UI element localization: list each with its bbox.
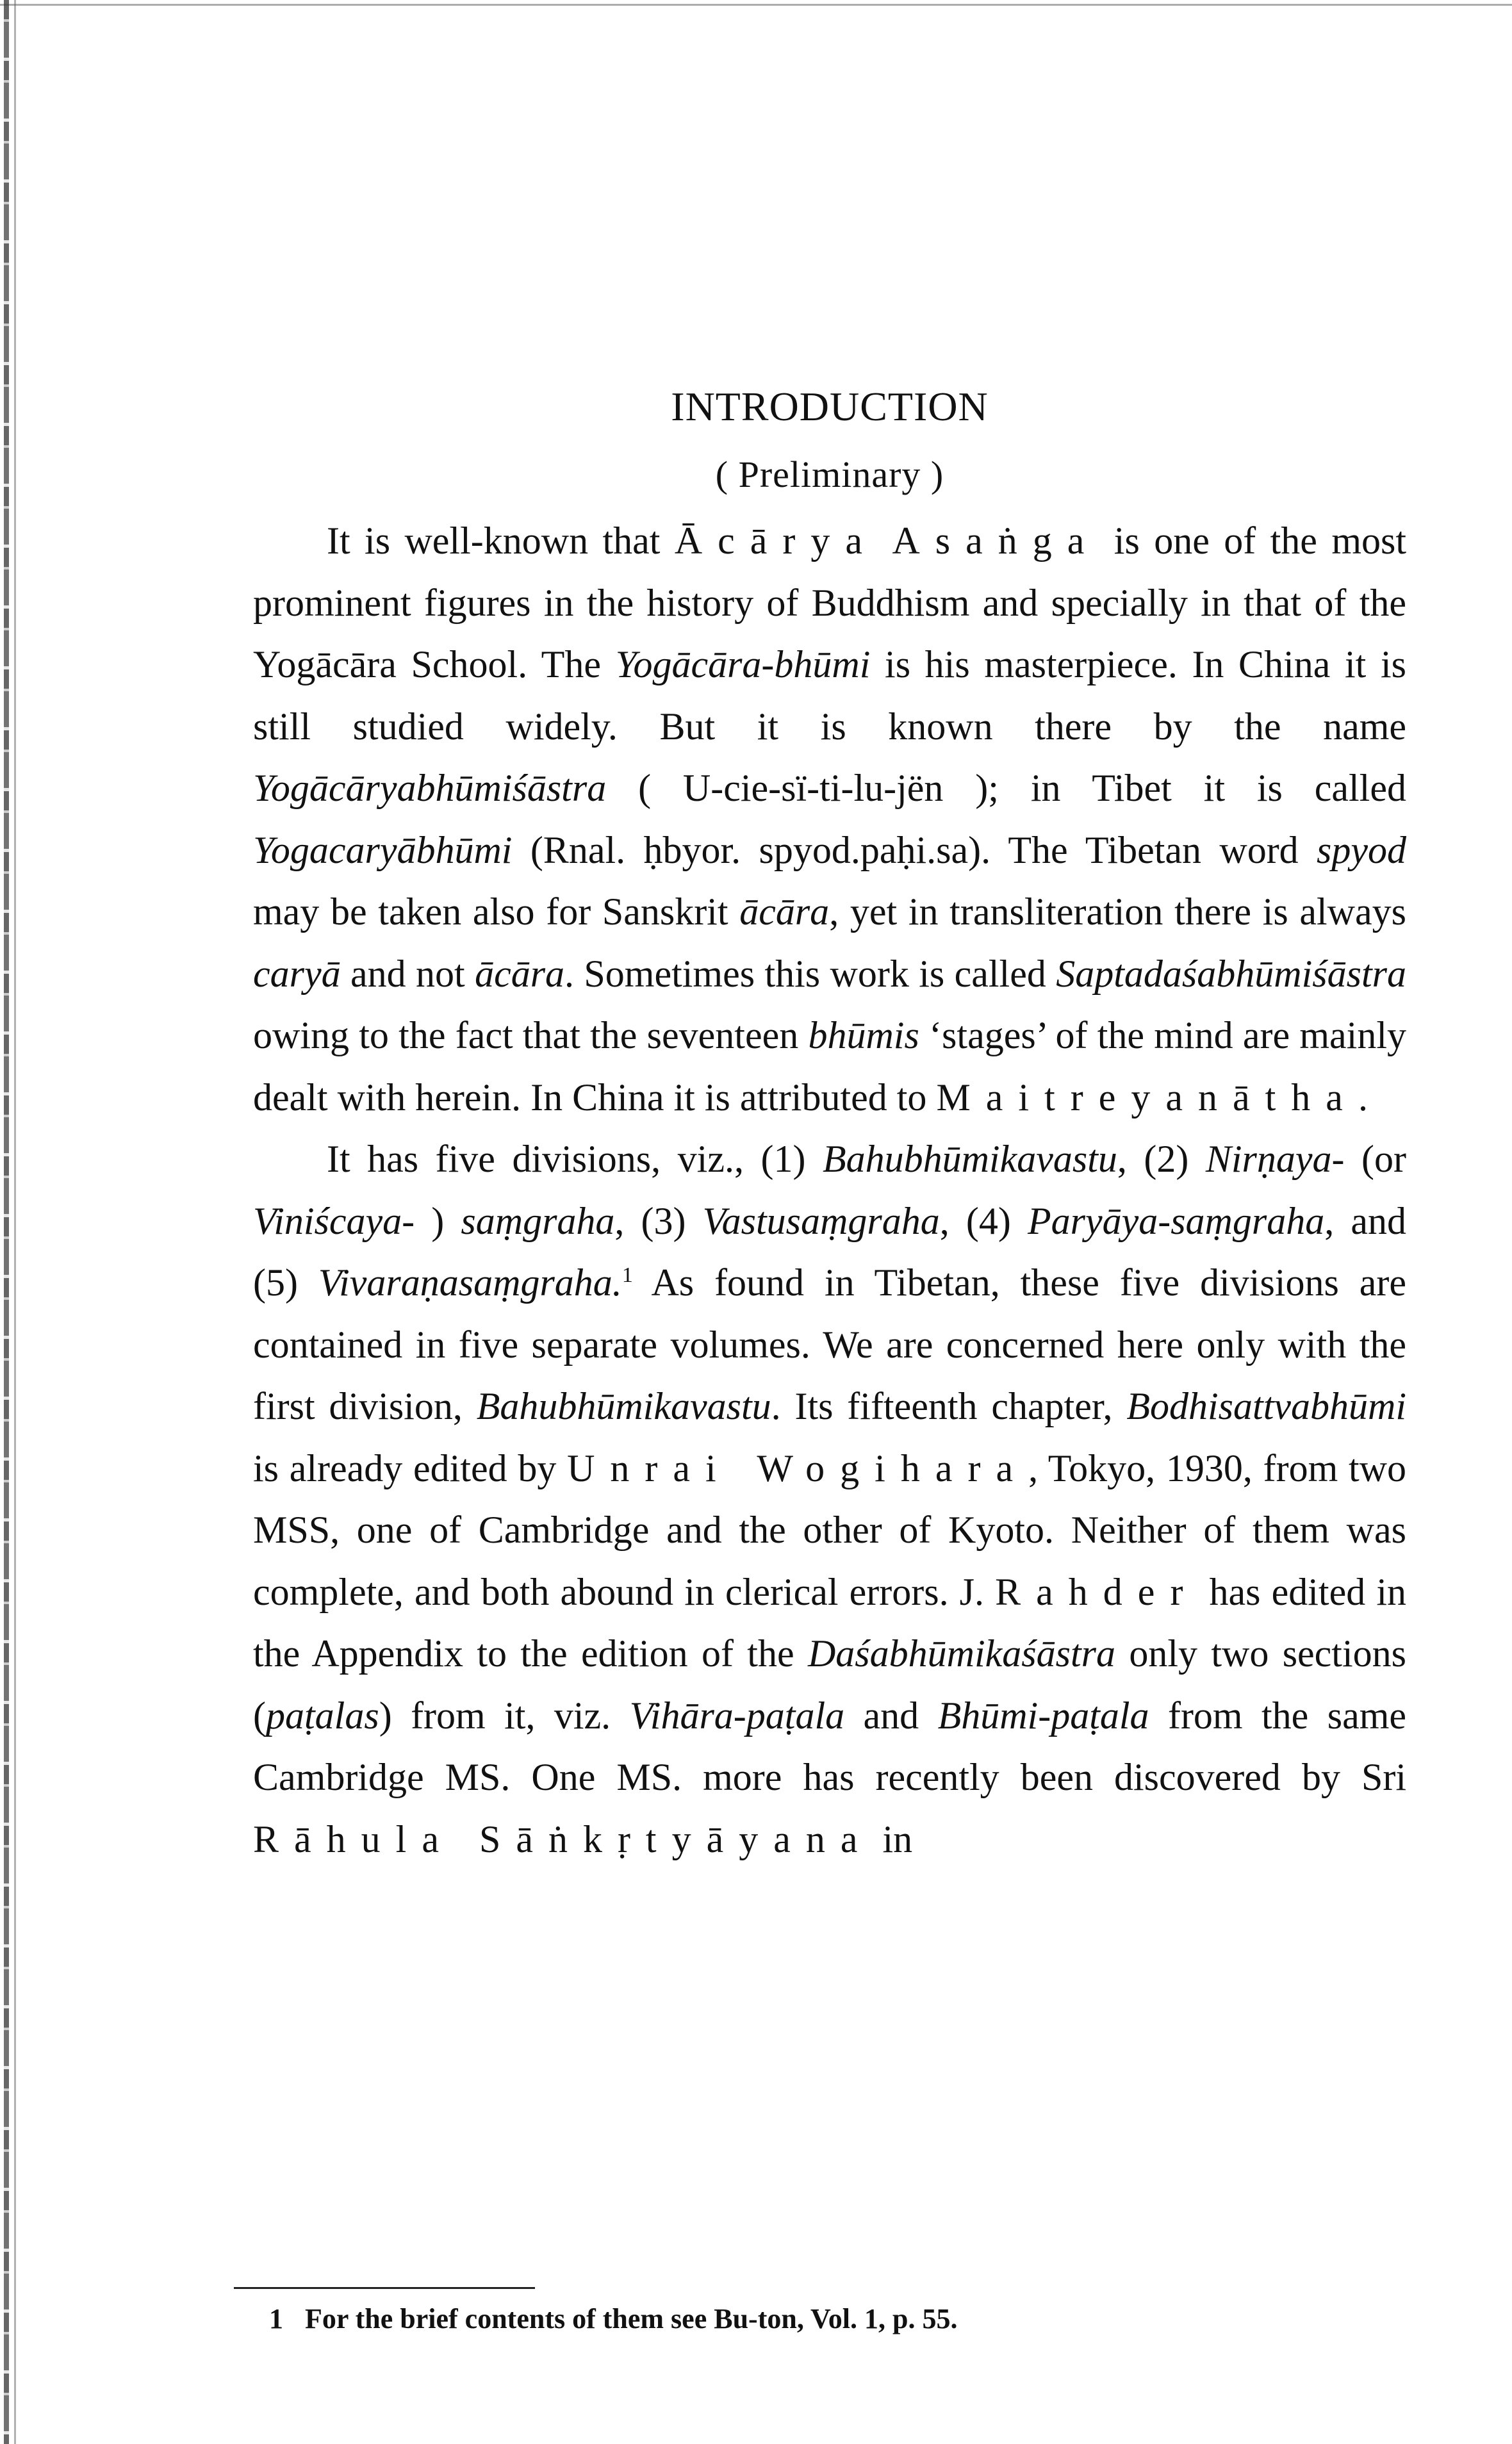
italic-term: Bhūmi-paṭala xyxy=(937,1694,1149,1737)
italic-term: ācāra xyxy=(475,952,565,995)
text-run: . Its fifteenth chapter, xyxy=(771,1385,1127,1427)
page-subtitle: ( Preliminary ) xyxy=(715,454,944,495)
paragraph-2 xyxy=(253,1128,1406,1870)
spaced-name: Maitreyanātha xyxy=(936,1076,1358,1119)
text-run: . xyxy=(1358,1076,1368,1119)
text-run: , yet in transliteration there is always xyxy=(829,890,1406,933)
text-run: from the same Cambridge MS. One MS. more has recently been discovered by Sri xyxy=(253,1694,1406,1798)
spaced-name: Rahder xyxy=(995,1570,1199,1613)
footnote-text: For the brief contents of them see Bu-ton, Vol. 1, p. 55. xyxy=(305,2303,958,2334)
italic-term: Nirṇaya- xyxy=(1205,1138,1345,1180)
footnote-marker: 1 xyxy=(621,1263,633,1287)
scan-edge-left xyxy=(4,0,9,2444)
text-run: ) from it, viz. xyxy=(379,1694,630,1737)
spaced-name: Rāhula Sāṅkṛtyāyana xyxy=(253,1817,873,1860)
text-run: As found in Tibetan, these five divisions are contained in five separate volumes. We are concerned here only with the first division, xyxy=(253,1261,1407,1427)
page-body xyxy=(253,378,1406,1870)
italic-term: Bodhisattvabhūmi xyxy=(1126,1385,1406,1427)
text-run: (Rnal. ḥbyor. spyod.paḥi.sa). The Tibetan word xyxy=(512,828,1317,871)
italic-term: Vivaraṇasaṃgraha. xyxy=(318,1261,622,1304)
text-run: It is well-known that xyxy=(327,520,675,562)
footnote xyxy=(269,2300,1358,2338)
text-run: It has five divisions, viz., (1) xyxy=(327,1138,823,1180)
text-run: ) xyxy=(415,1199,461,1242)
text-run: is his masterpiece. In China it is still studied widely. But it is known there by the name xyxy=(253,643,1406,748)
text-run: is already edited by xyxy=(253,1447,568,1489)
paragraph-1 xyxy=(253,510,1406,1128)
italic-term: ācāra xyxy=(739,890,830,933)
page-title: INTRODUCTION xyxy=(671,384,989,429)
italic-term: Yogacaryābhūmi xyxy=(253,828,513,871)
spaced-name: Ācārya xyxy=(674,520,878,562)
italic-term: saṃgraha xyxy=(461,1199,615,1242)
italic-term: Bahubhūmikavastu xyxy=(476,1385,771,1427)
italic-term: Vastusaṃgraha xyxy=(702,1199,940,1242)
italic-term: Daśabhūmikaśāstra xyxy=(807,1632,1115,1675)
footnote-divider xyxy=(234,2287,535,2289)
text-run: is one of the most prominent figures in the history of Buddhism and specially in that of the Yogācāra School. The xyxy=(253,520,1407,685)
italic-term: Vihāra-paṭala xyxy=(629,1694,845,1737)
text-run: . Sometimes this work is called xyxy=(564,952,1056,995)
text-run: and xyxy=(844,1694,938,1737)
text-run: has edited in the Appendix to the edition of the xyxy=(253,1570,1406,1675)
scan-edge-left-line xyxy=(14,0,16,2444)
text-run xyxy=(878,520,892,562)
italic-term: caryā xyxy=(253,952,341,995)
italic-term: Saptadaśabhūmiśāstra xyxy=(1056,952,1406,995)
italic-term: Viniścaya- xyxy=(253,1199,415,1242)
text-run: may be taken also for Sanskrit xyxy=(253,890,740,933)
text-run: , (3) xyxy=(614,1199,703,1242)
italic-term: bhūmis xyxy=(808,1014,919,1056)
italic-term: Paryāya-saṃgraha xyxy=(1027,1199,1325,1242)
text-run: , (2) xyxy=(1117,1138,1206,1180)
text-run: ‘stages’ of the mind are mainly dealt with herein. In China it is attributed to xyxy=(253,1014,1406,1119)
italic-term: Bahubhūmikavastu xyxy=(822,1138,1117,1180)
spaced-name: Asaṅga xyxy=(892,520,1100,562)
text-run: in xyxy=(873,1817,913,1860)
text-run: (or xyxy=(1344,1138,1406,1180)
text-run: ( U-cie-sï-ti-lu-jën ); in Tibet it is called xyxy=(606,767,1406,809)
italic-term: Yogācāryabhūmiśāstra xyxy=(253,767,607,809)
text-run: only two sections ( xyxy=(253,1632,1406,1737)
italic-term: paṭalas xyxy=(265,1694,379,1737)
scan-edge-top xyxy=(0,4,1512,6)
italic-term: Yogācāra-bhūmi xyxy=(615,643,871,685)
text-run: , Tokyo, 1930, from two MSS, one of Cambridge and the other of Kyoto. Neither of them was complete, and both abound in clerical errors. J. xyxy=(253,1447,1406,1613)
text-run: owing to the fact that the seventeen xyxy=(253,1014,809,1056)
text-run: and not xyxy=(340,952,475,995)
text-run: , and (5) xyxy=(253,1199,1406,1304)
text-run: , (4) xyxy=(939,1199,1028,1242)
italic-term: spyod xyxy=(1317,828,1406,871)
footnote-number: 1 xyxy=(269,2303,283,2334)
spaced-name: Unrai Wogihara xyxy=(567,1447,1029,1489)
